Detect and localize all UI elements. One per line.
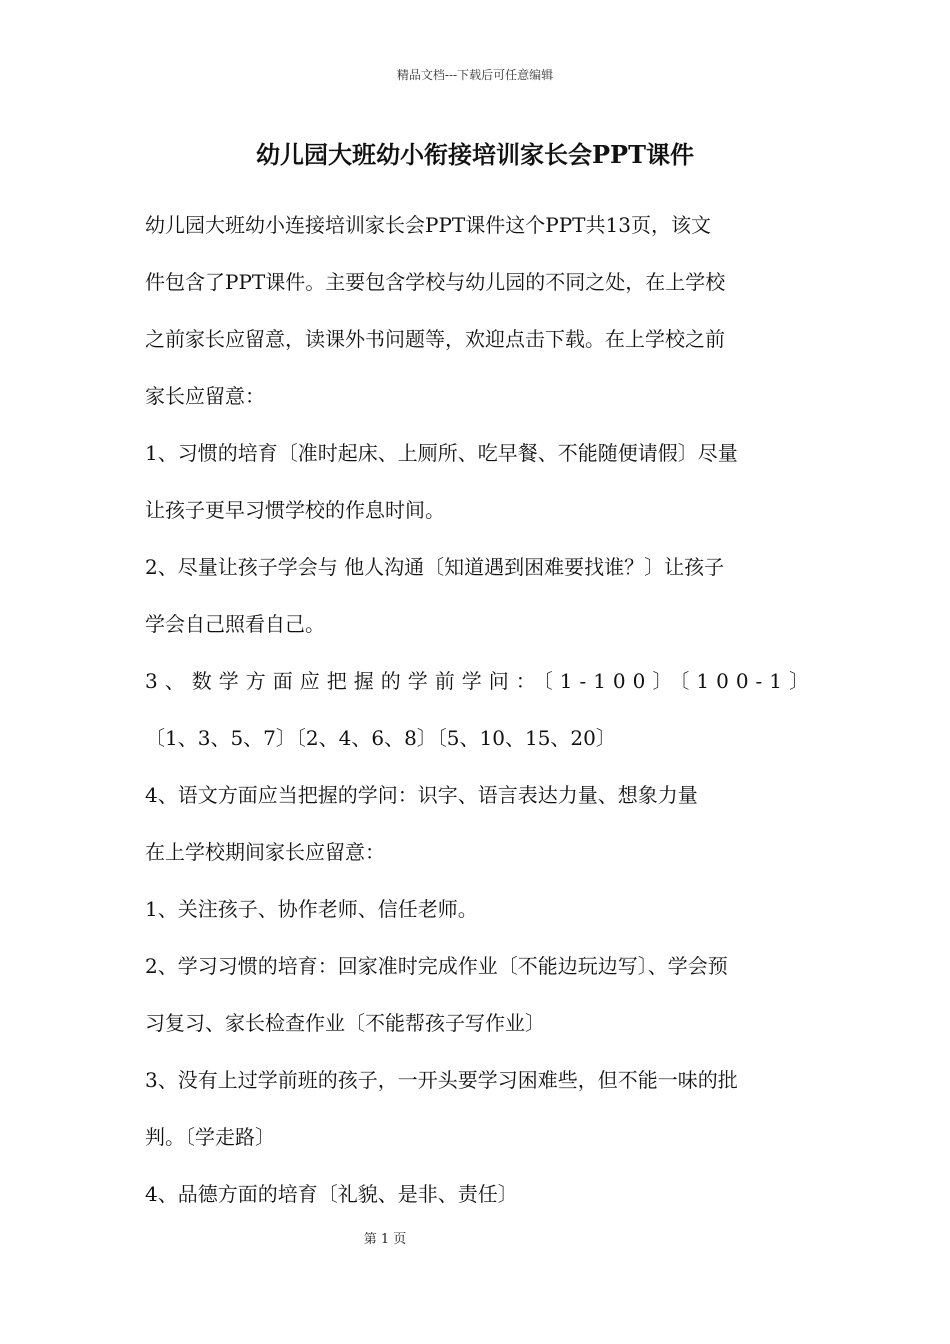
- paragraph-line: 2、尽量让孩子学会与 他人沟通〔知道遇到困难要找谁？〕让孩子: [145, 555, 725, 579]
- paragraph-line: 学会自己照看自己。: [145, 612, 325, 636]
- paragraph-line: 幼儿园大班幼小连接培训家长会PPT课件这个PPT共13页，该文: [145, 213, 711, 237]
- page-number: 第 1 页: [363, 1232, 407, 1247]
- paragraph-line: 1、习惯的培育〔准时起床、上厕所、吃早餐、不能随便请假〕尽量: [145, 441, 738, 465]
- paragraph-line: 〔1、3、5、7〕〔2、4、6、8〕〔5、10、15、20〕: [145, 726, 616, 750]
- header-note: 精品文档---下载后可任意编辑: [396, 68, 554, 82]
- paragraph-line: 家长应留意：: [145, 384, 265, 408]
- paragraph-line: 4、品德方面的培育〔礼貌、是非、责任〕: [145, 1182, 518, 1206]
- paragraph-line: 件包含了PPT课件。主要包含学校与幼儿园的不同之处，在上学校: [145, 270, 726, 294]
- paragraph-line: 4、语文方面应当把握的学问：识字、语言表达力量、想象力量: [145, 783, 698, 807]
- paragraph-line: 在上学校期间家长应留意：: [145, 840, 385, 864]
- document-title: 幼儿园大班幼小衔接培训家长会PPT课件: [256, 140, 694, 169]
- paragraph-line: 之前家长应留意，读课外书问题等，欢迎点击下载。在上学校之前: [145, 327, 725, 351]
- paragraph-line: 习复习、家长检查作业〔不能帮孩子写作业〕: [145, 1011, 545, 1035]
- paragraph-line: 3、没有上过学前班的孩子，一开头要学习困难些，但不能一味的批: [145, 1068, 738, 1092]
- paragraph-line: 判。〔学走路〕: [145, 1125, 275, 1149]
- paragraph-line: 1、关注孩子、协作老师、信任老师。: [145, 897, 478, 921]
- paragraph-line: 2、学习习惯的培育：回家准时完成作业〔不能边玩边写〕、学会预: [145, 954, 728, 978]
- paragraph-line: 3、数学方面应把握的学前学问：〔1-100〕〔100-1〕: [145, 669, 817, 693]
- paragraph-line: 让孩子更早习惯学校的作息时间。: [145, 498, 445, 522]
